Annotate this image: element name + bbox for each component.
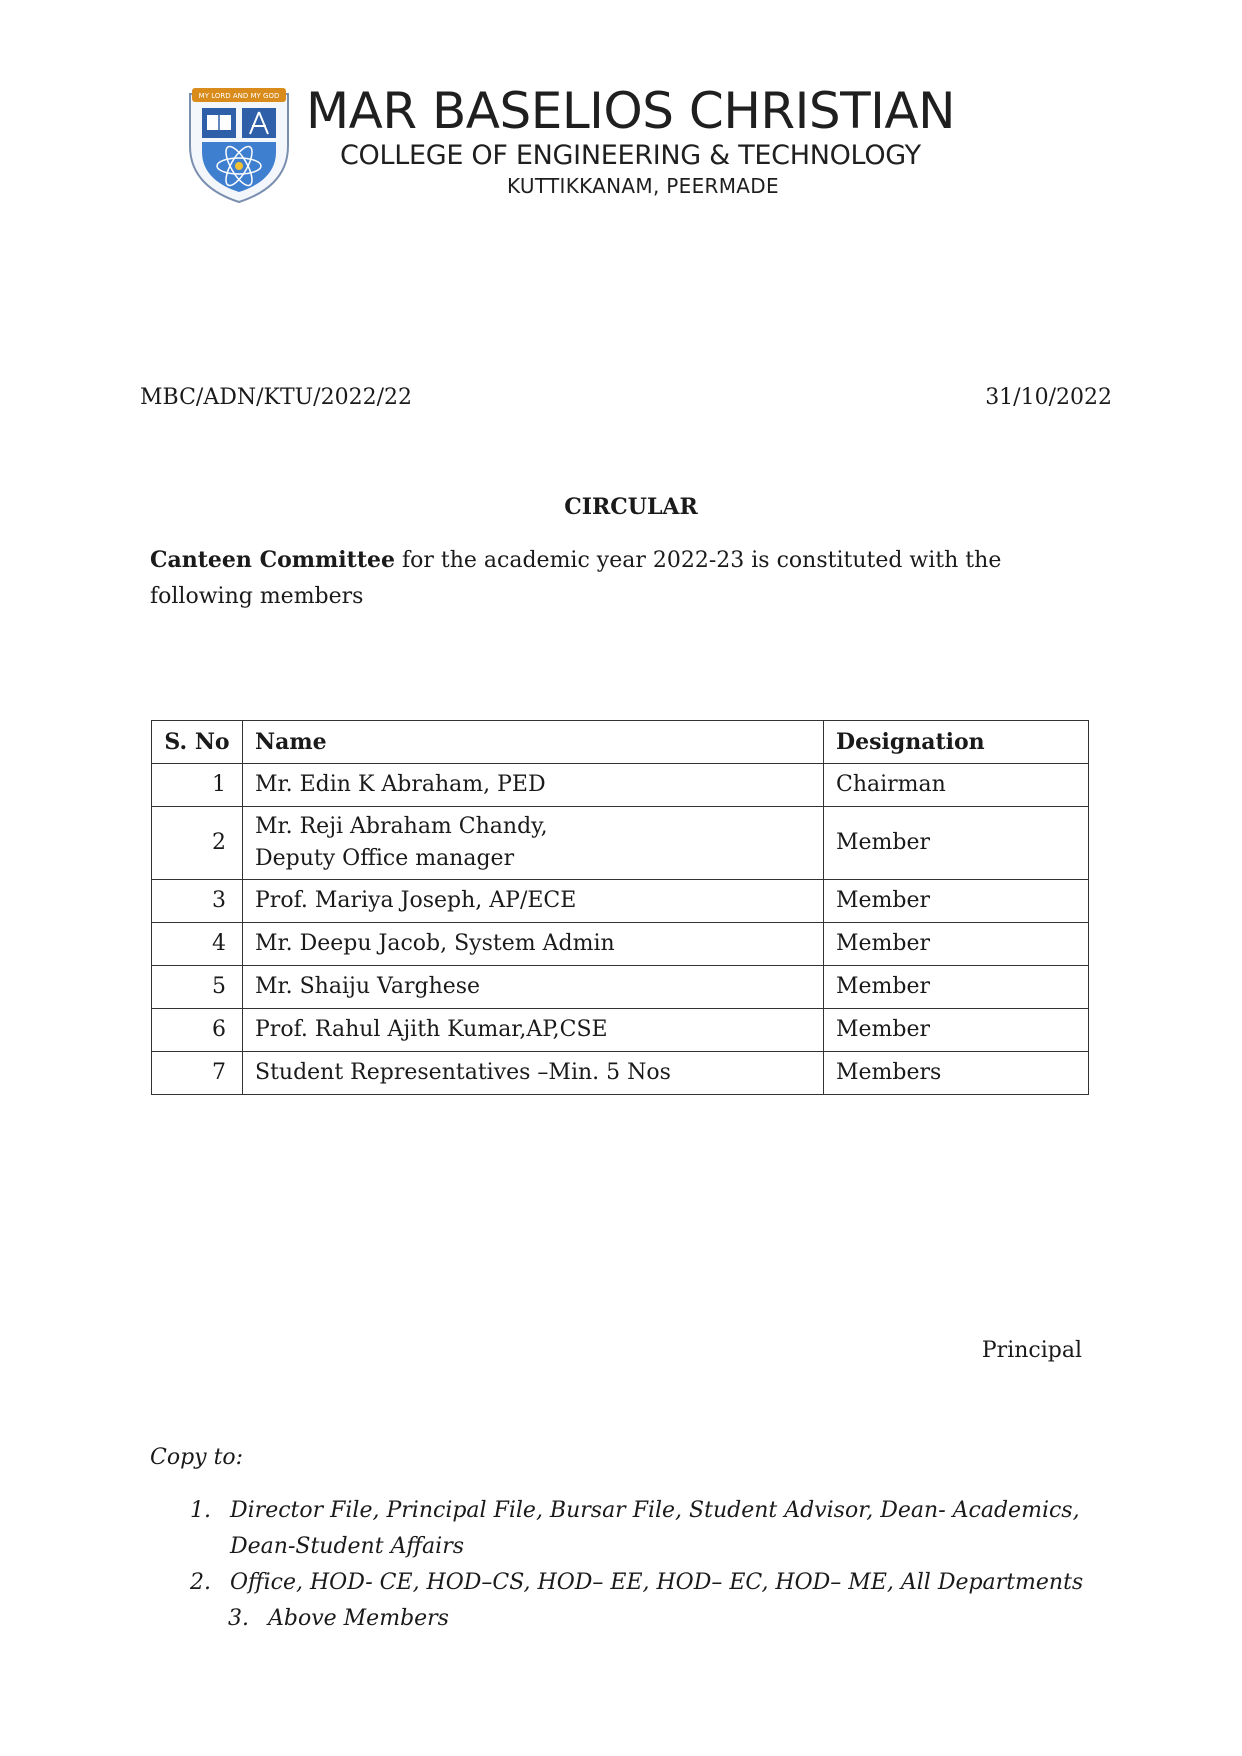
institution-name: MAR BASELIOS CHRISTIAN: [306, 82, 956, 140]
cell-name: Prof. Rahul Ajith Kumar,AP,CSE: [243, 1009, 824, 1052]
cell-name: Mr. Shaiju Varghese: [243, 966, 824, 1009]
cell-sno: 7: [152, 1052, 243, 1095]
institution-subtitle: COLLEGE OF ENGINEERING & TECHNOLOGY: [340, 140, 921, 171]
column-header-sno: S. No: [152, 721, 243, 764]
table-row: [152, 880, 1089, 923]
copy-to-label: Copy to:: [150, 1445, 244, 1470]
list-item-number: 2.: [190, 1570, 211, 1595]
cell-sno: 2: [152, 807, 243, 880]
list-item-text: Director File, Principal File, Bursar File, Student Advisor, Dean- Academics, Dean-Student Affairs: [230, 1498, 1080, 1559]
cell-designation: Members: [824, 1052, 1089, 1095]
cell-designation: Member: [824, 923, 1089, 966]
column-header-name: Name: [243, 721, 824, 764]
cell-name-line: Deputy Office manager: [255, 846, 515, 871]
crest-motto: MY LORD AND MY GOD: [198, 92, 280, 100]
column-header-designation: Designation: [824, 721, 1089, 764]
table-row: [152, 966, 1089, 1009]
reference-number: MBC/ADN/KTU/2022/22: [140, 385, 412, 410]
cell-sno: 6: [152, 1009, 243, 1052]
college-crest-logo: [180, 86, 298, 204]
list-item: [190, 1565, 1090, 1601]
list-item-number: 1.: [190, 1498, 211, 1523]
cell-sno: 1: [152, 764, 243, 807]
table-row: [152, 764, 1089, 807]
cell-designation: Chairman: [824, 764, 1089, 807]
list-item-text: Above Members: [268, 1606, 449, 1631]
list-item: [190, 1493, 1090, 1565]
cell-name: Mr. Deepu Jacob, System Admin: [243, 923, 824, 966]
table-row: [152, 807, 1089, 880]
cell-designation: Member: [824, 807, 1089, 880]
cell-name: [243, 807, 824, 880]
circular-date: 31/10/2022: [985, 385, 1112, 410]
circular-title: CIRCULAR: [564, 494, 698, 520]
cell-sno: 3: [152, 880, 243, 923]
institution-place: KUTTIKKANAM, PEERMADE: [507, 174, 779, 198]
intro-paragraph: [150, 542, 1090, 615]
cell-sno: 4: [152, 923, 243, 966]
cell-name: Prof. Mariya Joseph, AP/ECE: [243, 880, 824, 923]
committee-name: Canteen Committee: [150, 547, 395, 573]
members-table: [151, 720, 1089, 1095]
cell-name: Student Representatives –Min. 5 Nos: [243, 1052, 824, 1095]
table-header-row: [152, 721, 1089, 764]
list-item: [190, 1601, 1090, 1637]
cell-designation: Member: [824, 880, 1089, 923]
cell-name-line: Mr. Reji Abraham Chandy,: [255, 814, 548, 839]
signatory-title: Principal: [981, 1338, 1082, 1363]
list-item-text: Office, HOD- CE, HOD–CS, HOD– EE, HOD– EC, HOD– ME, All Departments: [230, 1570, 1084, 1595]
intro-text: for the academic year 2022-23 is constituted with the following members: [150, 548, 1002, 609]
copy-to-list: [190, 1493, 1090, 1637]
table-row: [152, 923, 1089, 966]
cell-designation: Member: [824, 1009, 1089, 1052]
cell-sno: 5: [152, 966, 243, 1009]
list-item-number: 3.: [228, 1606, 249, 1631]
cell-name: Mr. Edin K Abraham, PED: [243, 764, 824, 807]
table-row: [152, 1009, 1089, 1052]
table-row: [152, 1052, 1089, 1095]
cell-designation: Member: [824, 966, 1089, 1009]
